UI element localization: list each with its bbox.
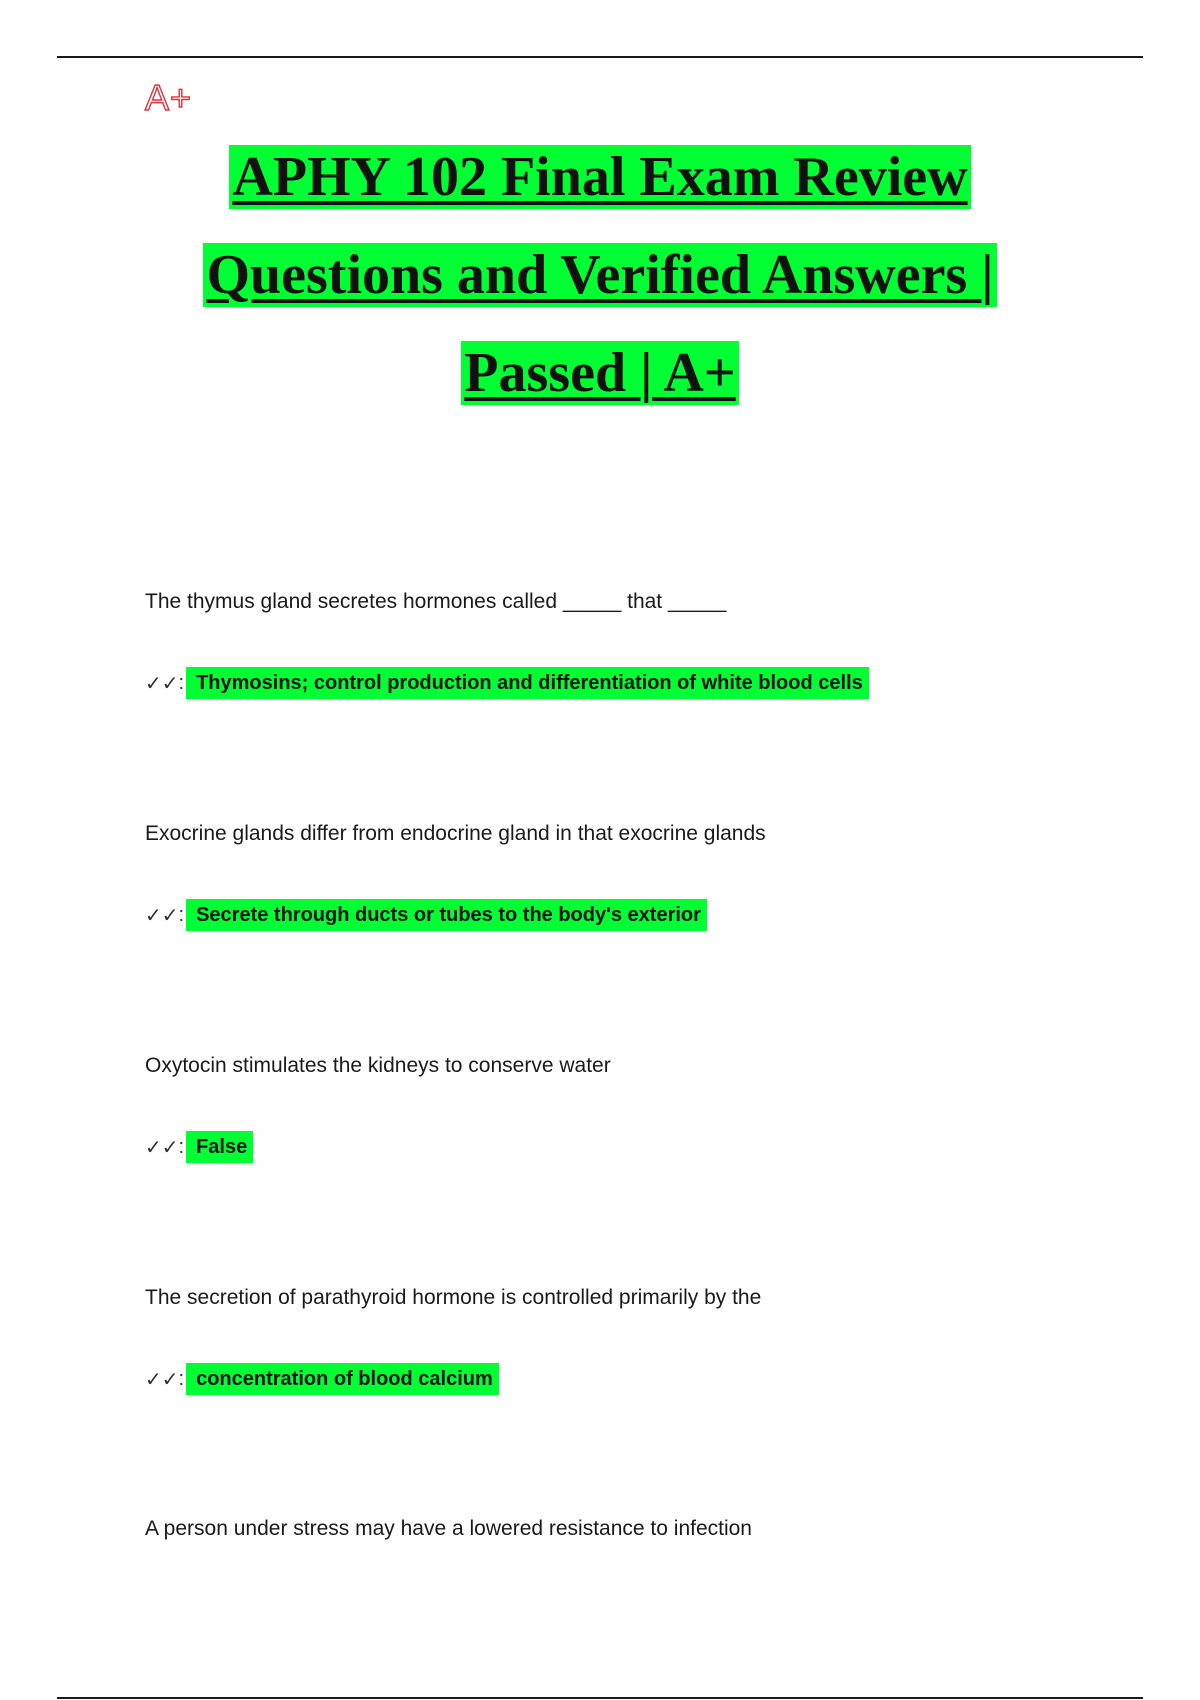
question-text: Oxytocin stimulates the kidneys to conserve water [145, 1054, 611, 1077]
answer-row [145, 1131, 253, 1163]
top-rule [57, 56, 1143, 58]
answer-text: Thymosins; control production and differentiation of white blood cells [186, 667, 869, 699]
answer-row [145, 667, 869, 699]
qa-item [145, 1053, 611, 1159]
qa-item [145, 1516, 752, 1542]
title-line-1: APHY 102 Final Exam Review [0, 142, 1200, 240]
answer-text: concentration of blood calcium [186, 1363, 499, 1395]
answer-text: False [186, 1131, 253, 1163]
answer-colon: : [178, 904, 185, 926]
question-text: The secretion of parathyroid hormone is controlled primarily by the [145, 1286, 762, 1309]
answer-colon: : [178, 1136, 185, 1158]
document-title [0, 142, 1200, 436]
answer-colon: : [178, 672, 185, 694]
answer-row [145, 1363, 499, 1395]
double-check-icon: ✓✓ [145, 903, 179, 927]
question-text: The thymus gland secretes hormones called _____ that _____ [145, 590, 727, 613]
qa-item [145, 589, 863, 695]
bottom-rule [57, 1697, 1143, 1699]
question-text: A person under stress may have a lowered resistance to infection [145, 1517, 752, 1540]
title-line-2: Questions and Verified Answers | [0, 240, 1200, 338]
answer-colon: : [178, 1368, 185, 1390]
answer-row [145, 899, 707, 931]
answer-text: Secrete through ducts or tubes to the body's exterior [186, 899, 707, 931]
qa-item [145, 821, 766, 927]
title-line-3: Passed | A+ [0, 338, 1200, 436]
question-text: Exocrine glands differ from endocrine gland in that exocrine glands [145, 822, 766, 845]
double-check-icon: ✓✓ [145, 671, 179, 695]
qa-item [145, 1285, 762, 1391]
double-check-icon: ✓✓ [145, 1367, 179, 1391]
double-check-icon: ✓✓ [145, 1135, 179, 1159]
grade-logo: A+ [145, 77, 193, 118]
